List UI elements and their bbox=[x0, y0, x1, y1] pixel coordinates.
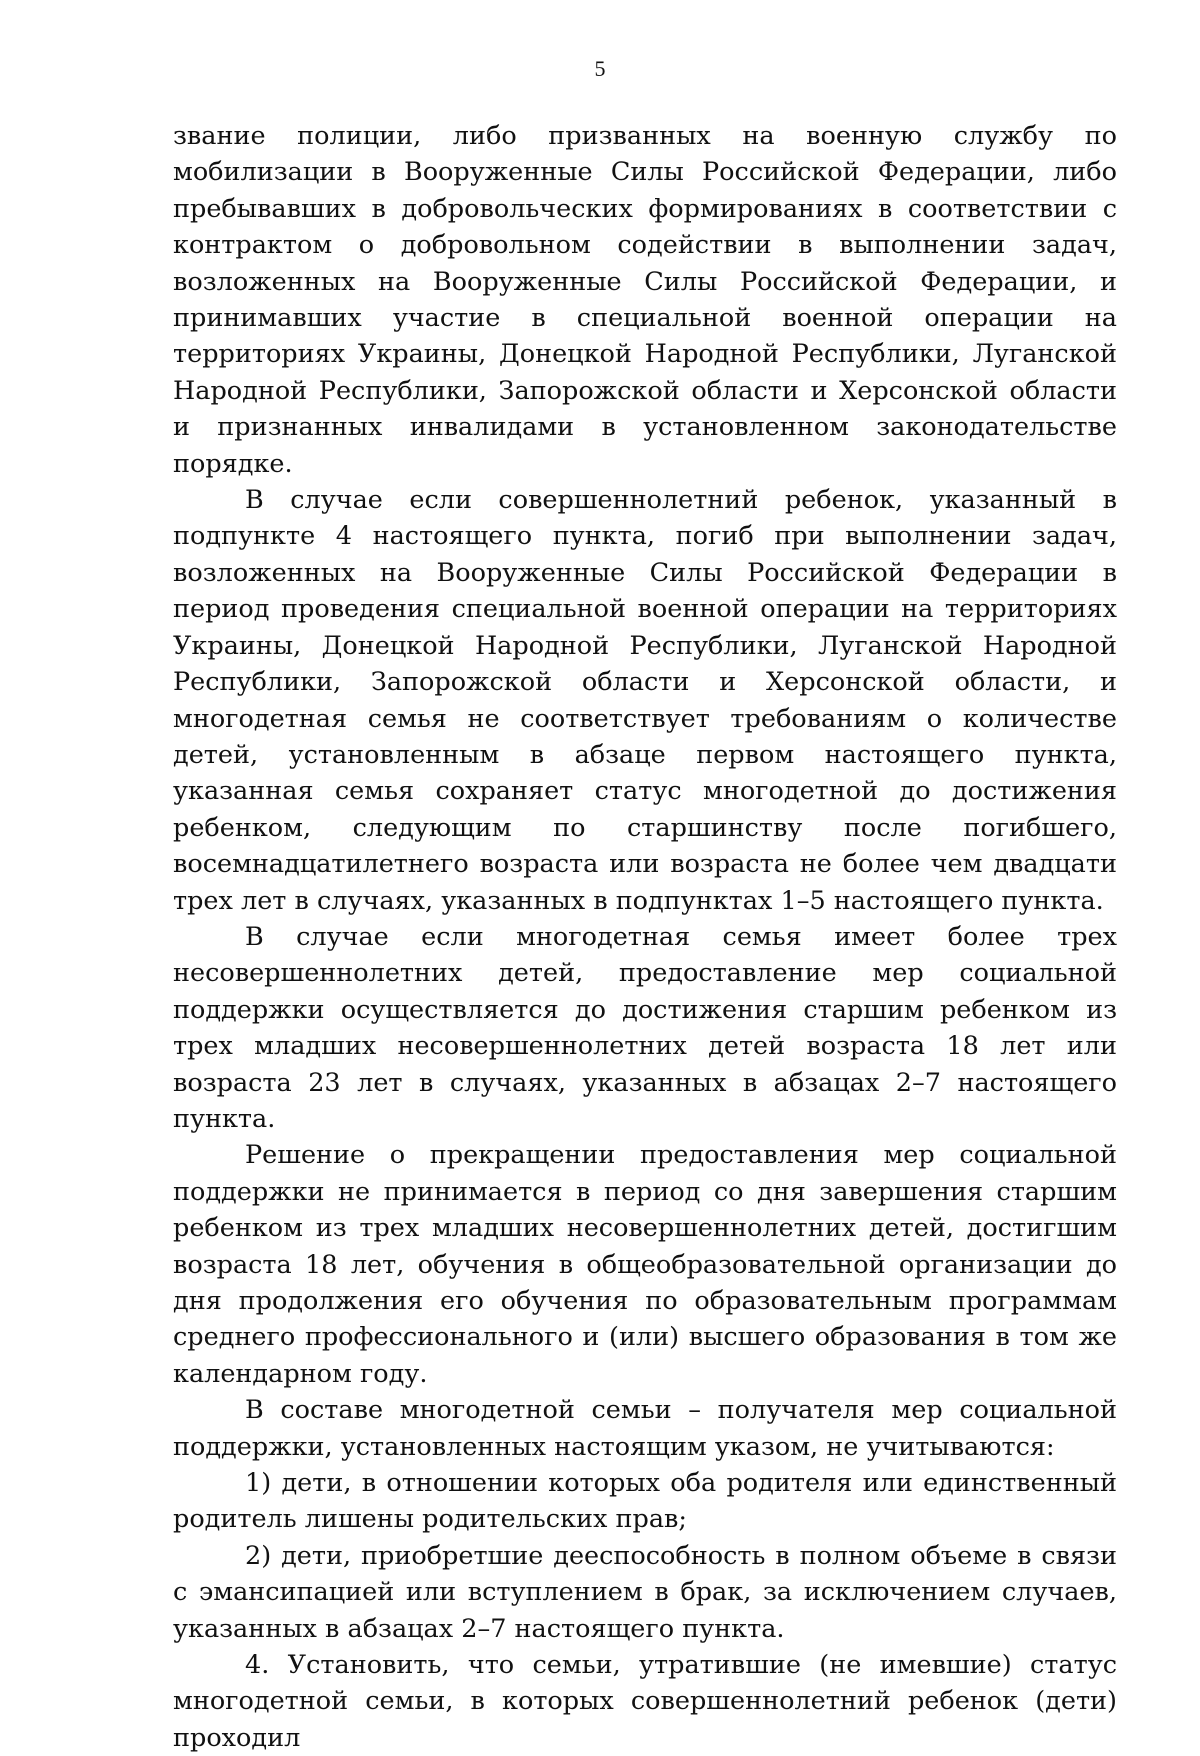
paragraph-deceased-child-status: В случае если совершеннолетний ребенок, указанный в подпункте 4 настоящего пункта, погиб при выполнении задач, возложенных на Вооруженные Силы Российской Федерации в период проведения специальной военной операции на территориях Украины, Донецкой Народной Республики, Луганской Народной Республики, Запорожской области и Херсонской области, и многодетная семья не соответствует требованиям о количестве детей, установленным в абзаце первом настоящего пункта, указанная семья сохраняет статус многодетной до достижения ребенком, следующим по старшинству после погибшего, восемнадцатилетнего возраста или возраста не более чем двадцати трех лет в случаях, указанных в подпунктах 1–5 настоящего пункта. bbox=[173, 485, 1117, 916]
paragraph-clause-4: 4. Установить, что семьи, утратившие (не имевшие) статус многодетной семьи, в которых совершеннолетний ребенок (дети) проходил bbox=[173, 1650, 1117, 1753]
list-item-2: 2) дети, приобретшие дееспособность в полном объеме в связи с эмансипацией или вступлением в брак, за исключением случаев, указанных в абзацах 2–7 настоящего пункта. bbox=[173, 1540, 1117, 1644]
paragraph-termination-decision: Решение о прекращении предоставления мер социальной поддержки не принимается в период со дня завершения старшим ребенком из трех младших несовершеннолетних детей, достигшим возраста 18 лет, обучения в общеобразовательной организации до дня продолжения его обучения по образовательным программам среднего профессионального и (или) высшего образования в том же календарном году. bbox=[173, 1140, 1117, 1389]
list-item-1: 1) дети, в отношении которых оба родителя или единственный родитель лишены родительских прав; bbox=[173, 1468, 1117, 1535]
paragraph-not-counted-intro: В составе многодетной семьи – получателя мер социальной поддержки, установленных настоящим указом, не учитываются: bbox=[173, 1395, 1117, 1462]
paragraph-more-than-three-children: В случае если многодетная семья имеет более трех несовершеннолетних детей, предоставление мер социальной поддержки осуществляется до достижения старшим ребенком из трех младших несовершеннолетних детей возраста 18 лет или возраста 23 лет в случаях, указанных в абзацах 2–7 настоящего пункта. bbox=[173, 921, 1117, 1134]
document-body bbox=[173, 118, 1117, 1756]
paragraph-continued: звание полиции, либо призванных на военную службу по мобилизации в Вооруженные Силы Российской Федерации, либо пребывавших в добровольческих формированиях в соответствии с контрактом о добровольном содействии в выполнении задач, возложенных на Вооруженные Силы Российской Федерации, и принимавших участие в специальной военной операции на территориях Украины, Донецкой Народной Республики, Луганской Народной Республики, Запорожской области и Херсонской области и признанных инвалидами в установленном законодательстве порядке. bbox=[173, 121, 1117, 479]
page-number: 5 bbox=[594, 56, 606, 81]
